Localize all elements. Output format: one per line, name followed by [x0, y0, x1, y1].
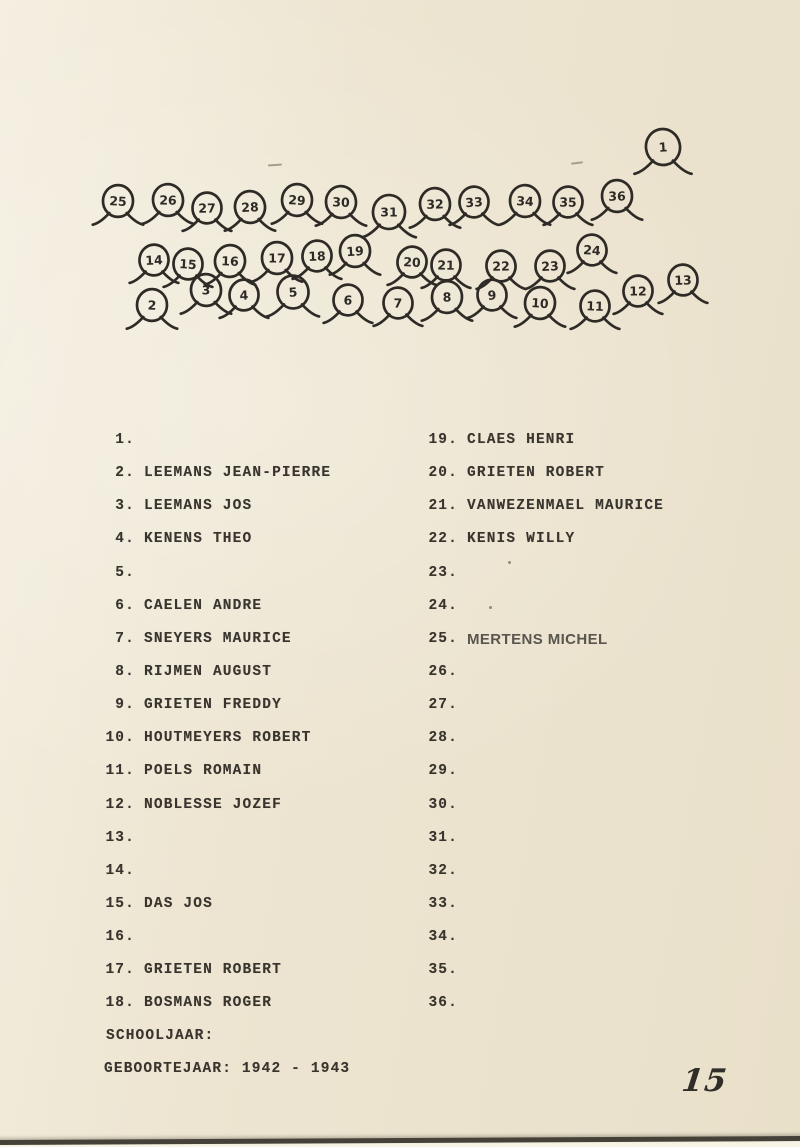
roster-number: 27.	[428, 697, 458, 714]
head-figure-number: 23	[540, 258, 560, 275]
roster-name: GRIETEN FREDDY	[144, 697, 282, 714]
head-figure	[410, 187, 460, 228]
head-figure	[272, 183, 322, 223]
roster-number: 14.	[105, 862, 135, 879]
roster-number: 30.	[428, 796, 458, 813]
roster-number: 34.	[428, 929, 458, 946]
roster-name: HOUTMEYERS ROBERT	[144, 730, 312, 747]
roster-row	[428, 498, 664, 531]
head-figure	[468, 278, 517, 317]
head-figure-number: 34	[515, 193, 535, 210]
roster-row	[428, 763, 664, 796]
roster-number: 16.	[105, 929, 135, 946]
roster-row	[428, 664, 664, 697]
roster-row	[105, 664, 331, 697]
head-figure-number: 21	[437, 257, 455, 273]
head-figure	[388, 244, 437, 285]
head-figure	[544, 185, 593, 225]
roster-column-left	[105, 432, 331, 1029]
roster-number: 5.	[115, 564, 135, 581]
head-figure	[515, 286, 565, 327]
roster-number: 1.	[115, 432, 135, 448]
head-figure-number: 25	[108, 193, 128, 210]
roster-number: 6.	[115, 597, 135, 614]
roster-row	[428, 565, 664, 598]
roster-number: 2.	[115, 465, 135, 482]
head-figure-number: 16	[221, 253, 239, 269]
head-figure-number: 28	[240, 199, 260, 216]
roster-number: 8.	[115, 663, 135, 680]
roster-name: LEEMANS JOS	[144, 498, 253, 515]
head-figure-number: 33	[464, 194, 484, 211]
head-figure-number: 35	[559, 194, 577, 210]
head-figure-number: 26	[159, 192, 177, 208]
roster-row	[105, 962, 331, 995]
roster-number: 22.	[428, 531, 458, 548]
roster-name: VANWEZENMAEL MAURICE	[467, 498, 665, 515]
roster-number: 36.	[428, 995, 458, 1012]
head-figures-svg	[0, 0, 800, 370]
head-figure-number: 19	[345, 243, 365, 260]
head-figure	[205, 243, 255, 285]
roster-number: 26.	[428, 663, 458, 680]
head-figure	[225, 189, 275, 231]
roster-row	[105, 863, 331, 896]
roster-row	[105, 995, 331, 1028]
head-figure-number: 29	[287, 192, 307, 209]
head-figure-number: 17	[268, 250, 286, 266]
head-figure	[93, 185, 143, 225]
roster-row	[105, 896, 331, 929]
roster-row	[105, 498, 331, 531]
head-figure-number: 32	[426, 196, 444, 212]
roster-row	[105, 763, 331, 796]
roster-number: 4.	[115, 531, 135, 548]
head-figure-number: 3	[201, 282, 211, 298]
head-figure-number: 5	[288, 284, 298, 300]
roster-row	[105, 730, 331, 763]
roster-number: 20.	[428, 465, 458, 482]
roster-row	[428, 730, 664, 763]
head-figure	[324, 284, 373, 323]
roster-name: SNEYERS MAURICE	[144, 630, 292, 647]
head-figure	[500, 184, 550, 225]
roster-row	[105, 531, 331, 564]
roster-column-right	[428, 432, 664, 1029]
roster-number: 28.	[428, 730, 458, 747]
roster-number: 3.	[115, 498, 135, 515]
head-figure	[330, 235, 380, 275]
roster-row	[105, 830, 331, 863]
roster-row	[428, 631, 664, 664]
roster-row	[428, 465, 664, 498]
head-figure-number: 4	[239, 287, 249, 303]
roster-name: BOSMANS ROGER	[144, 995, 273, 1012]
roster-number: 23.	[428, 564, 458, 581]
roster-name: KENENS THEO	[144, 531, 253, 548]
roster-row	[105, 797, 331, 830]
roster-number: 7.	[115, 630, 135, 647]
head-figure-number: 24	[582, 242, 602, 259]
roster-number: 32.	[428, 862, 458, 879]
roster-row	[105, 697, 331, 730]
roster-row	[105, 929, 331, 962]
roster-name: KENIS WILLY	[467, 531, 576, 548]
roster-row	[428, 797, 664, 830]
roster-number: 25.	[428, 630, 458, 647]
head-figure	[127, 289, 177, 329]
head-figure	[450, 185, 499, 224]
roster-row	[428, 995, 664, 1028]
head-figure-number: 18	[308, 248, 326, 264]
roster-row	[428, 531, 664, 564]
roster-row	[428, 598, 664, 631]
head-figure	[568, 233, 617, 273]
roster-number: 17.	[105, 962, 135, 979]
roster-name: CLAES HENRI	[467, 432, 576, 448]
head-figure-number: 7	[393, 295, 403, 311]
head-figure	[571, 290, 620, 329]
roster-number: 11.	[105, 763, 135, 780]
head-figure	[634, 126, 691, 174]
roster-number: 24.	[428, 597, 458, 614]
roster-row	[105, 432, 331, 465]
roster-number: 19.	[428, 432, 458, 448]
roster-name: LEEMANS JEAN-PIERRE	[144, 465, 332, 482]
roster-row	[428, 929, 664, 962]
roster-name: GRIETEN ROBERT	[144, 962, 282, 979]
roster-row	[428, 962, 664, 995]
roster-number: 12.	[105, 796, 135, 813]
roster-number: 33.	[428, 895, 458, 912]
head-figure	[614, 274, 663, 314]
roster-number: 29.	[428, 763, 458, 780]
head-figure	[526, 250, 575, 289]
head-figure	[659, 264, 708, 303]
roster-number: 35.	[428, 962, 458, 979]
geboortejaar-line: GEBOORTEJAAR: 1942 - 1943	[104, 1061, 351, 1077]
roster-number: 21.	[428, 498, 458, 515]
head-figure-number: 15	[178, 256, 198, 273]
head-figure-number: 20	[402, 254, 422, 271]
roster-row	[428, 697, 664, 730]
roster-name: RIJMEN AUGUST	[144, 663, 273, 680]
head-figure-number: 13	[674, 272, 692, 288]
roster-number: 31.	[428, 829, 458, 846]
head-figure	[183, 192, 232, 231]
head-figure-number: 30	[332, 194, 350, 210]
roster-row	[105, 631, 331, 664]
head-figure	[362, 194, 416, 237]
roster-row	[428, 896, 664, 929]
roster-number: 9.	[115, 697, 135, 714]
head-figure-number: 11	[586, 298, 604, 314]
roster-row	[105, 465, 331, 498]
head-figure-number: 1	[658, 139, 668, 155]
roster-row	[105, 598, 331, 631]
head-figure-number: 22	[492, 258, 510, 274]
head-figure-number: 14	[144, 252, 164, 269]
roster-row	[428, 863, 664, 896]
head-figure-number: 27	[198, 200, 216, 216]
head-figure	[592, 179, 642, 220]
head-figure-number: 9	[487, 287, 497, 303]
roster-name: GRIETEN ROBERT	[467, 465, 605, 482]
roster-name: NOBLESSE JOZEF	[144, 796, 282, 813]
head-figure-number: 36	[608, 188, 626, 204]
roster-number: 10.	[105, 730, 135, 747]
head-figure-number: 8	[442, 289, 452, 305]
roster-row	[428, 830, 664, 863]
head-figure	[164, 248, 213, 287]
roster-number: 15.	[105, 895, 135, 912]
head-figure	[374, 286, 423, 326]
head-figure	[316, 184, 366, 225]
head-figure-number: 31	[380, 204, 398, 220]
roster-number: 18.	[105, 995, 135, 1012]
head-figure-number: 6	[343, 292, 353, 308]
roster-row	[428, 432, 664, 465]
page-number: 15	[679, 1063, 730, 1099]
schooljaar-label: SCHOOLJAAR:	[106, 1028, 215, 1044]
head-figure-number: 10	[530, 295, 550, 312]
roster-name: POELS ROMAIN	[144, 763, 263, 780]
roster-row	[105, 565, 331, 598]
head-figure	[130, 243, 179, 283]
roster-name: CAELEN ANDRE	[144, 597, 263, 614]
head-figure	[143, 182, 193, 224]
roster-number: 13.	[105, 829, 135, 846]
roster-name: DAS JOS	[144, 895, 213, 912]
head-figure-number: 2	[147, 297, 157, 313]
head-figure-number: 12	[629, 283, 647, 299]
roster-name: MERTENS MICHEL	[467, 630, 608, 648]
